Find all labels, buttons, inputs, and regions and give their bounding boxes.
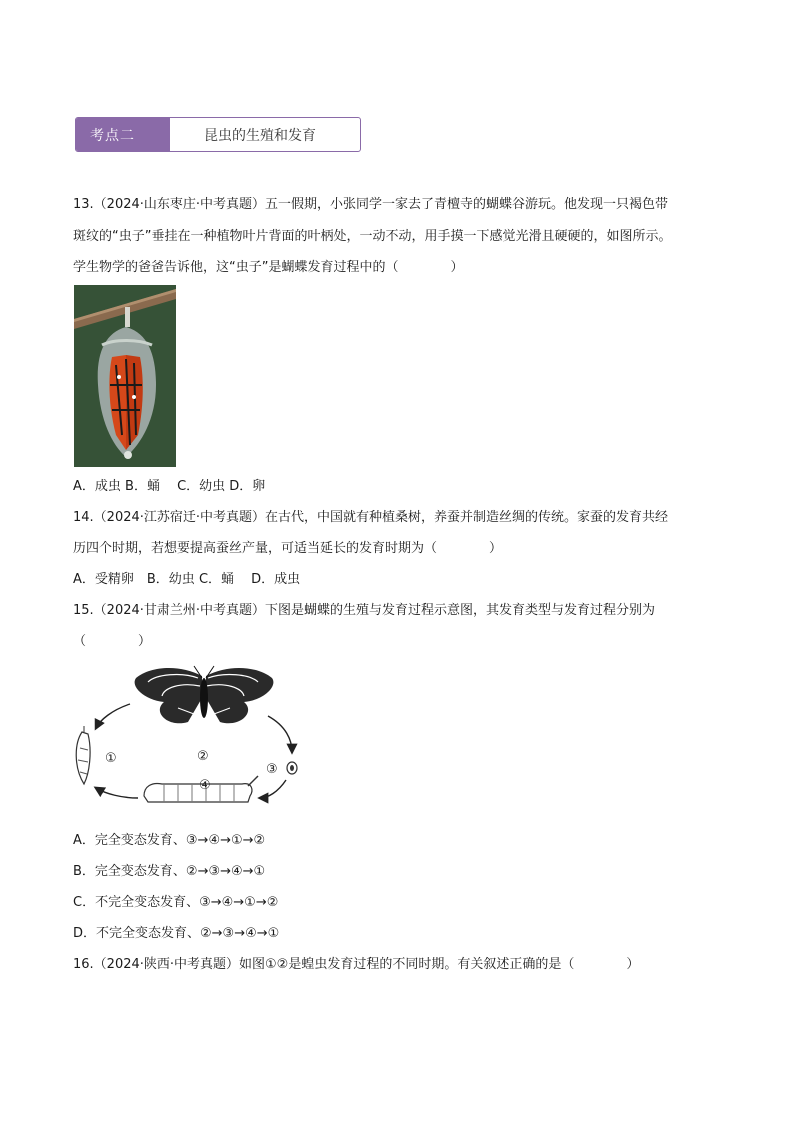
label-2: ② xyxy=(197,749,209,764)
butterfly-lifecycle-diagram xyxy=(72,664,304,812)
q13-line-1: 13.（2024·山东枣庄·中考真题）五一假期，小张同学一家去了青檀寺的蝴蝶谷游玩。他发现一只褐色带 xyxy=(73,197,669,212)
q14-line-1: 14.（2024·江苏宿迁·中考真题）在古代，中国就有种植桑树，养蚕并制造丝绸的传统。家蚕的发育共经 xyxy=(73,510,669,525)
q15-option-c: C．不完全变态发育、③→④→①→② xyxy=(73,895,279,910)
adult-butterfly-icon xyxy=(135,666,274,723)
q13-line-3: 学生物学的爸爸告诉他，这“虫子”是蝴蝶发育过程中的（ ） xyxy=(73,260,464,275)
label-4: ④ xyxy=(199,778,211,793)
pupa-icon xyxy=(76,726,90,784)
q13-options: A．成虫 B．蛹 C．幼虫 D．卵 xyxy=(73,479,266,494)
q13-line-2: 斑纹的“虫子”垂挂在一种植物叶片背面的叶柄处，一动不动，用手摸一下感觉光滑且硬硬的，如图所示。 xyxy=(73,229,672,244)
q15-line-2: （ ） xyxy=(73,634,152,649)
label-3: ③ xyxy=(266,762,278,777)
section-header xyxy=(75,117,361,152)
q14-options: A．受精卵 B．幼虫 C．蛹 D．成虫 xyxy=(73,572,301,587)
q15-option-d: D．不完全变态发育、②→③→④→① xyxy=(73,926,280,941)
q16-line-1: 16.（2024·陕西·中考真题）如图①②是蝗虫发育过程的不同时期。有关叙述正确的是（ ） xyxy=(73,957,640,972)
section-title: 昆虫的生殖和发育 xyxy=(204,127,316,144)
q14-line-2: 历四个时期，若想要提高蚕丝产量，可适当延长的发育时期为（ ） xyxy=(73,541,503,556)
q15-option-a: A．完全变态发育、③→④→①→② xyxy=(73,833,266,848)
q15-option-b: B．完全变态发育、②→③→④→① xyxy=(73,864,266,879)
egg-icon xyxy=(287,762,297,774)
butterfly-chrysalis-photo xyxy=(74,285,176,467)
section-tag: 考点二 xyxy=(76,118,170,151)
q15-line-1: 15.（2024·甘肃兰州·中考真题）下图是蝴蝶的生殖与发育过程示意图，其发育类型与发育过程分别为 xyxy=(73,603,656,618)
label-1: ① xyxy=(105,751,117,766)
